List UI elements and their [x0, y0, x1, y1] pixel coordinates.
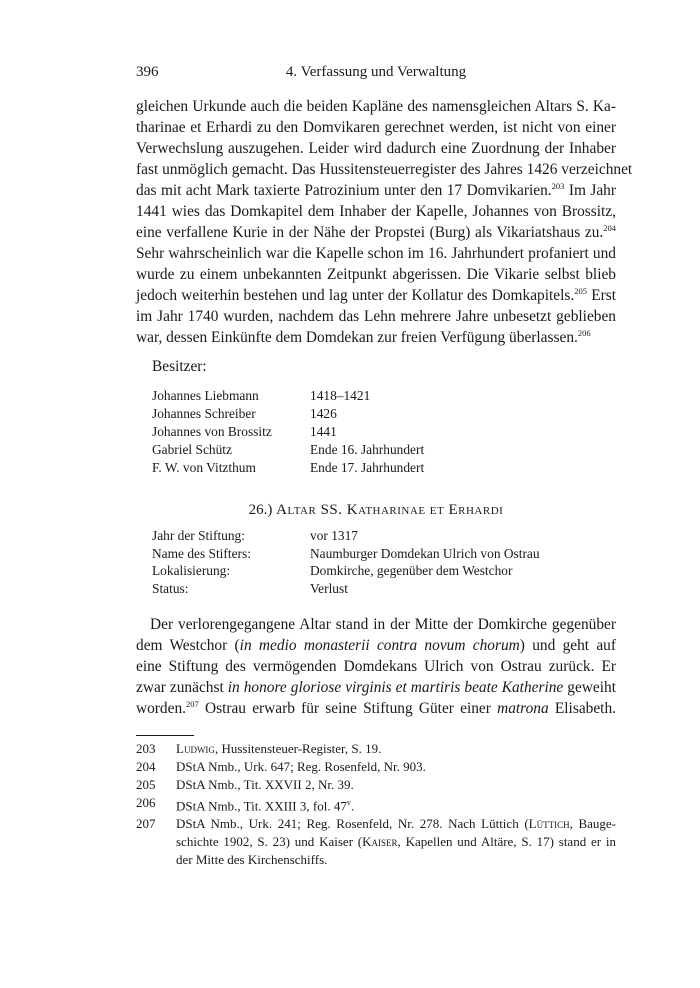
- text-line: wurde zu einem unbekannten Zeitpunkt abgerissen. Die Vikarie selbst blieb: [136, 266, 616, 283]
- owner-name: Gabriel Schütz: [152, 442, 232, 457]
- running-title: 4. Verfassung und Verwaltung: [285, 64, 467, 80]
- footnote-number: 203: [136, 741, 156, 756]
- footnote-ref[interactable]: 206: [577, 328, 591, 338]
- metadata-value: Verlust: [310, 580, 348, 596]
- text-line: Der verlorengegangene Altar stand in der Mitte der Domkirche gegenüber: [150, 616, 616, 633]
- metadata-row: [152, 527, 630, 545]
- footnote-number: 206: [136, 795, 156, 810]
- owner-row: [152, 459, 510, 477]
- footnote: [136, 794, 616, 815]
- text-line: Verwechslung auszugehen. Leider wird dadurch eine Zuordnung der Inhaber: [136, 140, 616, 157]
- text-line: gleichen Urkunde auch die beiden Kapläne des namensgleichen Altars S. Ka-: [136, 98, 616, 115]
- footnote-divider: [136, 735, 194, 736]
- latin-quote: in medio monasterii contra novum chorum: [239, 637, 520, 654]
- text-line: fast unmöglich gemacht. Das Hussitensteuerregister des Jahres 1426 verzeichnet: [136, 161, 633, 178]
- footnote-number: 207: [136, 816, 156, 832]
- owner-name: Johannes Liebmann: [152, 388, 259, 403]
- owner-row: [152, 423, 510, 441]
- text-line: tharinae et Erhardi zu den Domvikaren gerechnet werden, ist nicht von einer: [136, 119, 616, 136]
- metadata-row: [152, 562, 630, 580]
- metadata-label: Status:: [152, 580, 189, 596]
- text-line: Sehr wahrscheinlich war die Kapelle schon im 16. Jahrhundert profaniert und: [136, 245, 616, 262]
- footnote-text: DStA Nmb., Tit. XXIII 3, fol. 47$^v$.: [176, 798, 355, 814]
- owner-name: Johannes von Brossitz: [152, 424, 272, 439]
- footnote-ref[interactable]: 205: [574, 286, 588, 296]
- text-line: jedoch weiterhin bestehen und lag unter der Kollatur des Domkapitels.$^{205}$ Erst: [136, 286, 617, 304]
- text-line: dem Westchor (in medio monasterii contra novum chorum) und geht auf: [136, 637, 617, 654]
- footnote-text: DStA Nmb., Urk. 647; Reg. Rosenfeld, Nr. 903.: [176, 759, 426, 774]
- running-head: [136, 64, 616, 84]
- text-line: zwar zunächst in honore gloriose virginis et martiris beate Katherine geweiht: [136, 679, 616, 696]
- metadata-label: Lokalisierung:: [152, 563, 231, 578]
- owner-period: Ende 17. Jahrhundert: [310, 460, 425, 475]
- owner-row: [152, 441, 510, 459]
- text-line: 1441 wies das Domkapitel dem Inhaber der Kapelle, Johannes von Brossitz,: [136, 203, 616, 220]
- metadata-label: Jahr der Stiftung:: [152, 528, 245, 543]
- owner-name: Johannes Schreiber: [152, 406, 256, 421]
- section-number: 26.): [248, 502, 273, 518]
- owner-period: 1418–1421: [310, 388, 371, 403]
- metadata-value: Naumburger Domdekan Ulrich von Ostrau: [310, 545, 540, 561]
- text-line: worden.$^{207}$ Ostrau erwarb für seine Stiftung Güter einer matrona Elisabeth.: [136, 699, 616, 717]
- footnotes: [136, 740, 616, 869]
- paragraph-altar: [136, 614, 616, 719]
- metadata-row: [152, 545, 630, 563]
- section-title: Altar SS. Katharinae et Erhardi: [276, 502, 504, 518]
- latin-quote: in honore gloriose virginis et martiris beate Katherine: [227, 679, 564, 696]
- footnote-ref[interactable]: 203: [551, 181, 565, 191]
- text-line: eine Stiftung des vermögenden Domdekans Ulrich von Ostrau zurück. Er: [136, 658, 616, 675]
- paragraph-vikarie: [136, 96, 633, 348]
- latin-term: matrona: [497, 700, 549, 717]
- metadata-value: vor 1317: [310, 528, 358, 543]
- footnote: [136, 740, 616, 758]
- section-heading: [136, 502, 616, 519]
- footnote-text: Ludwig, Hussitensteuer-Register, S. 19.: [176, 741, 382, 756]
- footnote-ref[interactable]: 207: [186, 699, 199, 709]
- page-number: 396: [136, 64, 159, 80]
- text-line: eine verfallene Kurie in der Nähe der Propstei (Burg) als Vikariatshaus zu.$^{204}$: [136, 223, 616, 241]
- altar-metadata-table: [152, 527, 630, 597]
- owner-name: F. W. von Vitzthum: [152, 460, 256, 475]
- owner-period: 1426: [310, 406, 337, 421]
- text-line: im Jahr 1740 wurden, nachdem das Lehn mehrere Jahre unbesetzt geblieben: [136, 308, 616, 325]
- footnote-text: DStA Nmb., Urk. 241; Reg. Rosenfeld, Nr. 278. Nach Lüttich (Lüttich, Bauge- schichte 1902, S. 23) und Kaiser (Kaiser, Kapellen und Altäre, S. 17) stand er in der Mitte des Kirchenschiffs.: [176, 816, 617, 868]
- metadata-value: Domkirche, gegenüber dem Westchor: [310, 563, 513, 578]
- footnote-number: 205: [136, 777, 156, 792]
- metadata-label: Name des Stifters:: [152, 545, 251, 561]
- footnote: [136, 815, 616, 869]
- footnote-number: 204: [136, 759, 156, 774]
- owner-row: [152, 405, 510, 423]
- text-line: das mit acht Mark taxierte Patrozinium unter den 17 Domvikarien.$^{203}$ Im Jahr: [136, 181, 616, 199]
- owners-table: [152, 387, 510, 477]
- footnote-text: DStA Nmb., Tit. XXVII 2, Nr. 39.: [176, 777, 354, 792]
- owner-row: [152, 387, 510, 405]
- footnote-ref[interactable]: 204: [603, 223, 616, 233]
- owners-heading: Besitzer:: [152, 358, 207, 375]
- text-line: war, dessen Einkünfte dem Domdekan zur freien Verfügung überlassen.$^{206}$: [136, 328, 591, 346]
- footnote: [136, 758, 616, 776]
- owner-period: 1441: [310, 424, 337, 439]
- footnote: [136, 776, 616, 794]
- metadata-row: [152, 580, 630, 598]
- owner-period: Ende 16. Jahrhundert: [310, 442, 425, 457]
